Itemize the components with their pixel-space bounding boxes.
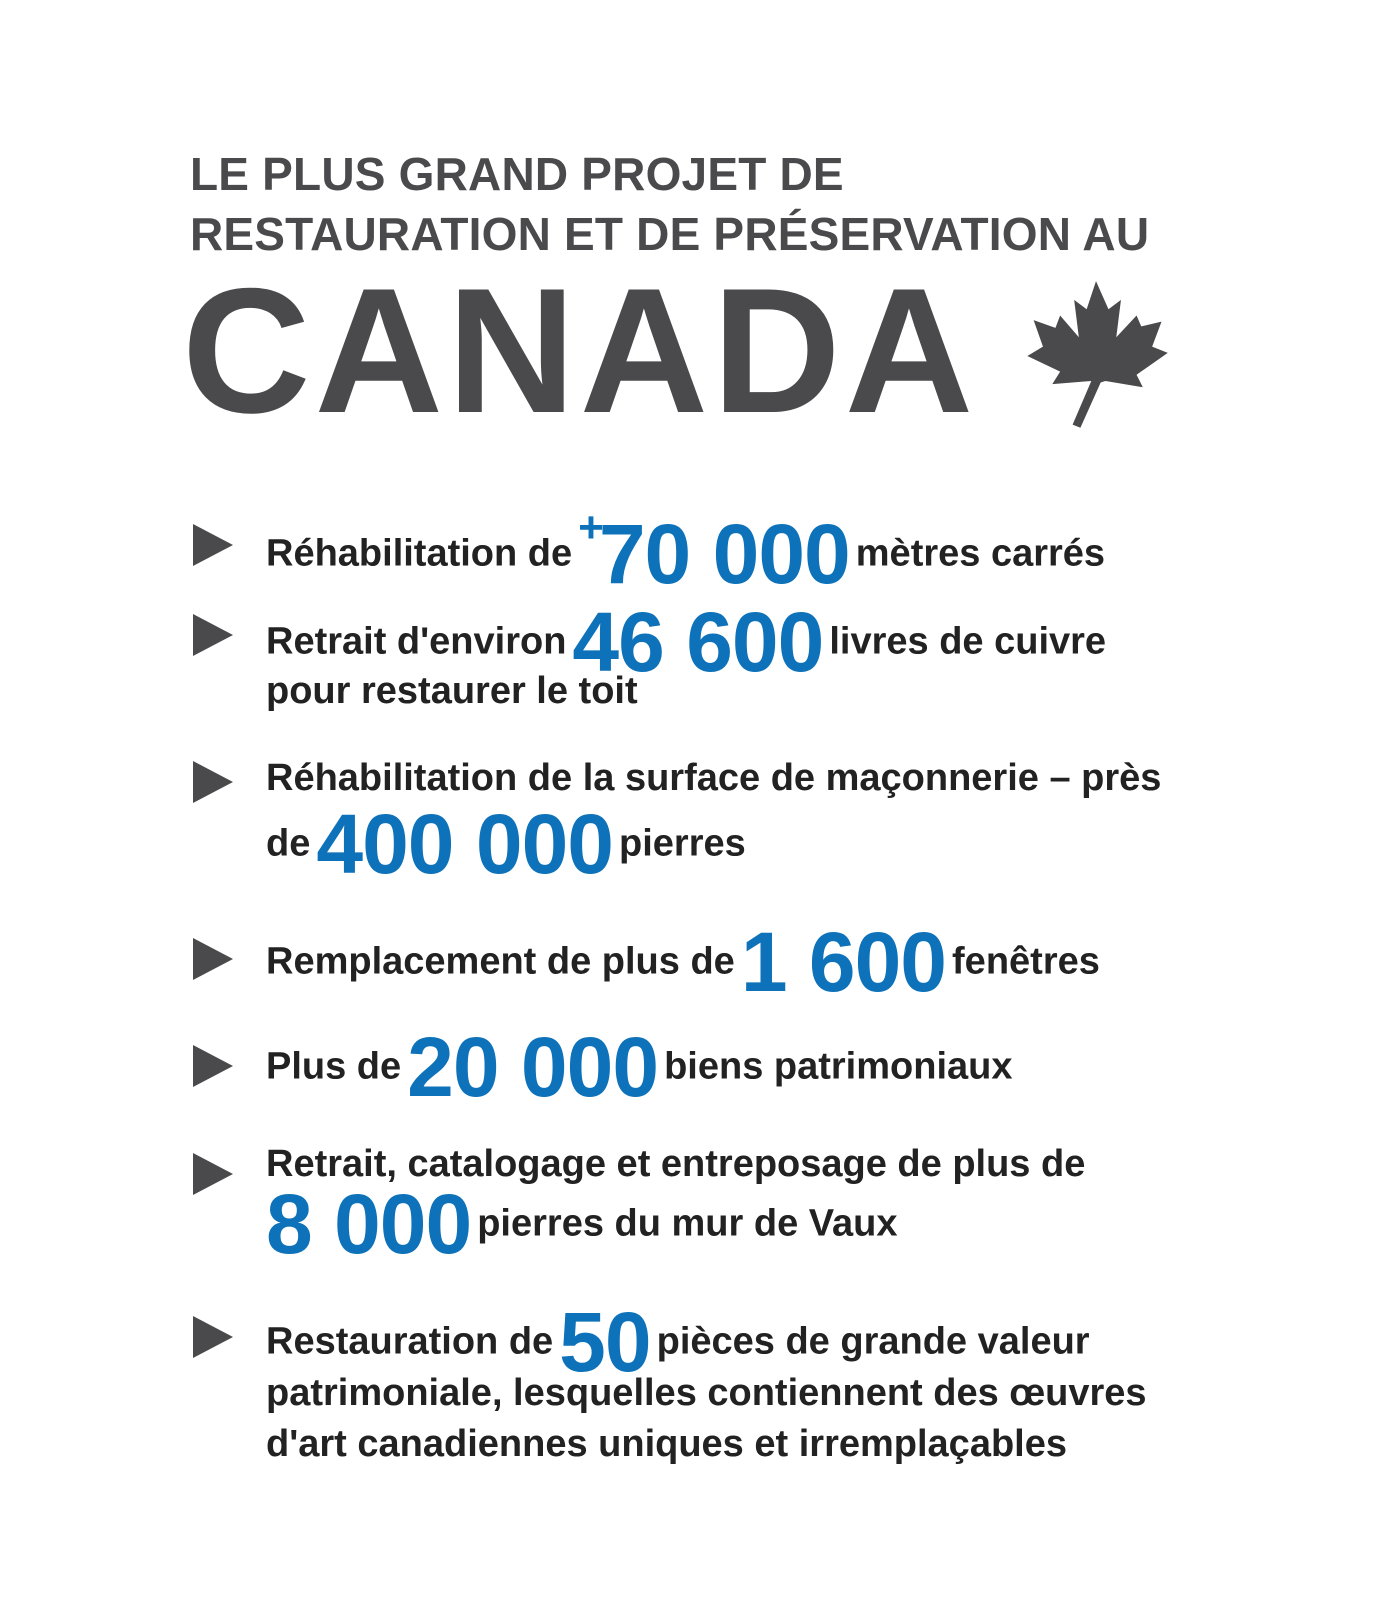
- fact-text-line-3: d'art canadiennes uniques et irremplaçables: [266, 1423, 1067, 1465]
- fact-number: 400 000: [316, 797, 613, 891]
- fact-text-line-2: patrimoniale, lesquelles contiennent des œuvres: [266, 1372, 1147, 1414]
- bullet-arrow-icon: [193, 614, 233, 656]
- fact-text-line-1: Réhabilitation de la surface de maçonnerie – près: [266, 757, 1162, 799]
- fact-text-line-1: Retrait, catalogage et entreposage de plus de: [266, 1143, 1086, 1185]
- heading-line-2: RESTAURATION ET DE PRÉSERVATION AU: [190, 208, 1150, 260]
- bullet-arrow-icon: [193, 938, 233, 980]
- heading-line-1: LE PLUS GRAND PROJET DE: [190, 148, 844, 200]
- bullet-arrow-icon: [193, 1153, 233, 1195]
- fact-text-after: pierres: [619, 822, 746, 865]
- bullet-arrow-icon: [193, 1316, 233, 1358]
- fact-text-line-2: pour restaurer le toit: [266, 670, 638, 712]
- plus-sign: +: [578, 503, 603, 552]
- fact-number: 50: [559, 1295, 651, 1389]
- fact-number: 46 600: [572, 595, 824, 689]
- fact-text-after: fenêtres: [952, 940, 1100, 983]
- fact-text-after: mètres carrés: [855, 532, 1106, 575]
- fact-text-after: pièces de grande valeur: [656, 1320, 1090, 1363]
- bullet-arrow-icon: [193, 761, 233, 803]
- fact-number: 20 000: [407, 1020, 659, 1114]
- country-title: CANADA: [182, 251, 978, 450]
- fact-text-after: biens patrimoniaux: [664, 1045, 1013, 1088]
- fact-number: [578, 503, 850, 601]
- maple-leaf-icon: [1018, 278, 1174, 434]
- fact-text-before: Remplacement de plus de: [266, 940, 735, 983]
- fact-number: 1 600: [740, 915, 947, 1009]
- fact-text-before: Réhabilitation de: [266, 532, 573, 575]
- fact-text-after: livres de cuivre: [829, 620, 1107, 663]
- fact-text-before: Retrait d'environ: [266, 620, 567, 663]
- bullet-arrow-icon: [193, 1045, 233, 1087]
- fact-text-after: pierres du mur de Vaux: [477, 1202, 898, 1245]
- bullet-arrow-icon: [193, 524, 233, 566]
- fact-text-before: de: [266, 822, 311, 865]
- fact-text-before: Restauration de: [266, 1320, 554, 1363]
- fact-number-value: 70 000: [598, 507, 850, 601]
- fact-text-before: Plus de: [266, 1045, 402, 1088]
- fact-number: 8 000: [266, 1177, 472, 1271]
